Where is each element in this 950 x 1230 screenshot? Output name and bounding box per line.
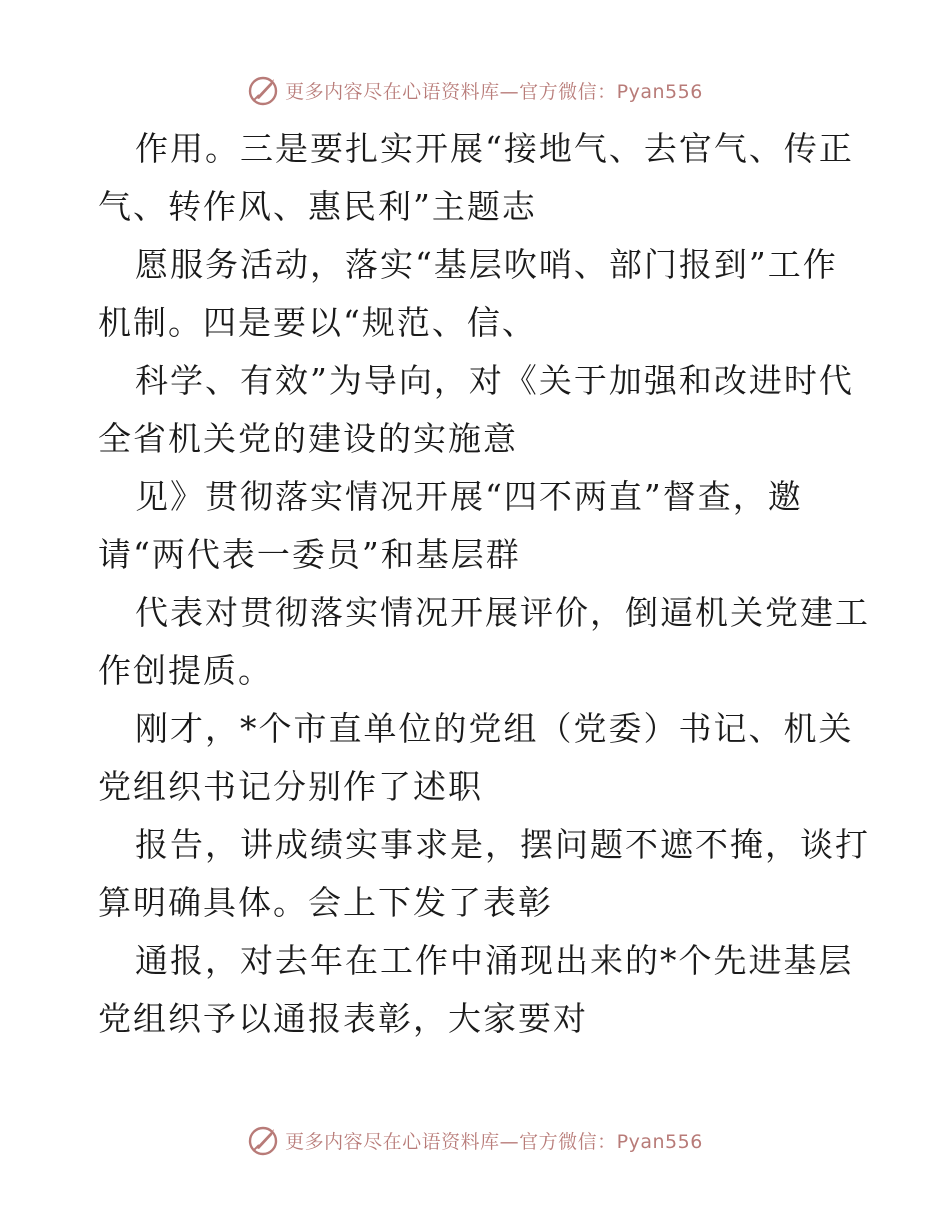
- header-banner-text: 更多内容尽在心语资料库—官方微信：Pyan556: [285, 80, 703, 103]
- quill-seal-logo-icon: [247, 73, 281, 107]
- paragraph-line: 愿服务活动，落实“基层吹哨、部门报到”工作: [135, 245, 838, 284]
- paragraph-line: 刚才，*个市直单位的党组（党委）书记、机关: [135, 709, 854, 748]
- paragraph-line: 请“两代表一委员”和基层群: [98, 535, 521, 574]
- paragraph-line: 作创提质。: [98, 651, 273, 690]
- paragraph-line: 算明确具体。会上下发了表彰: [98, 883, 553, 922]
- paragraph-line: 见》贯彻落实情况开展“四不两直”督查，邀: [135, 477, 803, 516]
- paragraph-line: 科学、有效”为导向，对《关于加强和改进时代: [135, 361, 854, 400]
- paragraph-line: 党组织书记分别作了述职: [98, 767, 483, 806]
- document-body: [98, 120, 870, 1048]
- paragraph-line: 党组织予以通报表彰，大家要对: [98, 999, 588, 1038]
- paragraph-line: 报告，讲成绩实事求是，摆问题不遮不掩，谈打: [135, 825, 870, 864]
- paragraph-line: 气、转作风、惠民利”主题志: [98, 187, 537, 226]
- paragraph-line: 通报，对去年在工作中涌现出来的*个先进基层: [135, 941, 854, 980]
- footer-banner-text: 更多内容尽在心语资料库—官方微信：Pyan556: [285, 1130, 703, 1153]
- quill-seal-logo-icon: [247, 1123, 281, 1157]
- paragraph-line: 机制。四是要以“规范、信、: [98, 303, 537, 342]
- paragraph-line: 作用。三是要扎实开展“接地气、去官气、传正: [135, 129, 854, 168]
- footer-banner: [0, 1120, 950, 1160]
- header-banner: [0, 70, 950, 110]
- paragraph-line: 代表对贯彻落实情况开展评价，倒逼机关党建工: [135, 593, 870, 632]
- paragraph-line: 全省机关党的建设的实施意: [98, 419, 518, 458]
